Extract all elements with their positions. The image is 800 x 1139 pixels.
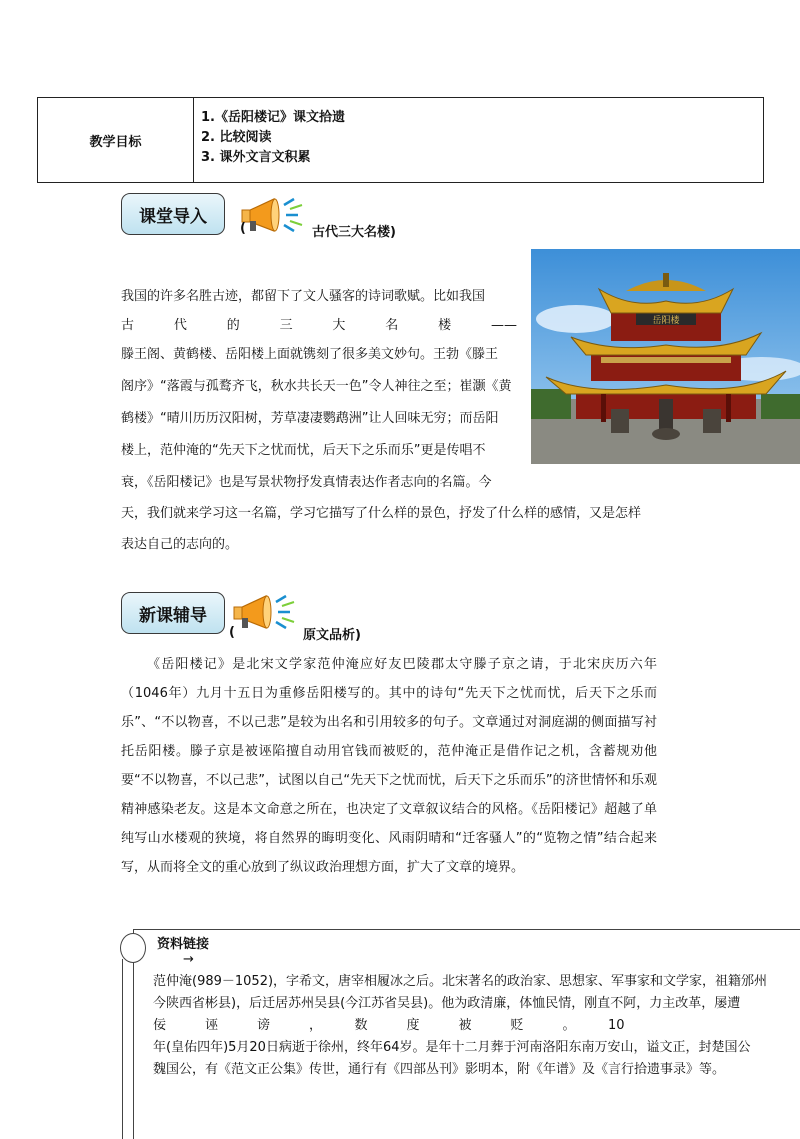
objective-item: 2. 比较阅读 xyxy=(201,130,272,145)
intro-line: 衰，《岳阳楼记》也是写景状物抒发真情表达作者志向的名篇。今 xyxy=(121,475,492,490)
objective-item: 1.《岳阳楼记》课文拾遗 xyxy=(201,110,345,125)
objective-item: 3. 课外文言文积累 xyxy=(201,150,311,165)
resource-line: 魏国公，有《范文正公集》传世，通行有《四部丛刊》影明本，附《年谱》及《言行拾遗事录》等。 xyxy=(153,1062,726,1077)
newlesson-paren-open: ( xyxy=(229,625,235,640)
newlesson-section-button: 新课辅导 xyxy=(121,592,225,634)
intro-subtitle: 古代三大名楼) xyxy=(312,225,396,240)
intro-section-button: 课堂导入 xyxy=(121,193,225,235)
newlesson-subtitle: 原文品析) xyxy=(303,628,361,643)
intro-line: 天，我们就来学习这一名篇，学习它描写了什么样的景色，抒发了什么样的感情，又是怎样 xyxy=(121,506,642,521)
intro-line: 鹤楼》“晴川历历汉阳树，芳草凄凄鹦鹉洲”让人回味无穷；而岳阳 xyxy=(121,411,499,426)
resource-line: 年(皇佑四年)5月20日病逝于徐州，终年64岁。是年十二月葬于河南洛阳东南万安山，谥文正，封楚国公 xyxy=(153,1040,751,1055)
megaphone-icon xyxy=(240,195,308,237)
tower-sign: 岳阳楼 xyxy=(652,316,680,326)
intro-line: 我国的许多名胜古迹，都留下了文人骚客的诗词歌赋。比如我国 xyxy=(121,289,486,304)
megaphone-icon xyxy=(232,592,300,634)
intro-line: 滕王阁、黄鹤楼、岳阳楼上面就镌刻了很多美文妙句。王勃《滕王 xyxy=(121,347,499,362)
objectives-label: 教学目标 xyxy=(38,98,194,182)
scroll-rail xyxy=(122,959,133,1139)
intro-line: 古代的三大名楼—— xyxy=(121,318,517,333)
intro-line: 阁序》“落霞与孤鹜齐飞，秋水共长天一色”令人神往之至；崔灏《黄 xyxy=(121,379,512,394)
resource-title: 资料链接 xyxy=(157,937,210,952)
intro-line: 楼上，范仲淹的“先天下之忧而忧，后天下之乐而乐”更是传唱不 xyxy=(121,443,486,458)
scroll-curl-icon xyxy=(120,933,146,963)
newlesson-paragraph: 《岳阳楼记》是北宋文学家范仲淹应好友巴陵郡太守滕子京之请，于北宋庆历六年（1046年）九月十五日为重修岳阳楼写的。其中的诗句“先天下之忧而忧，后天下之乐而乐”、“不以物喜，不以己悲”是较为出名和引用较多的句子。文章通过对洞庭湖的侧面描写衬托岳阳楼。滕子京是被诬陷擅自动用官钱而被贬的，范仲淹正是借作记之机，含蓄规劝他要“不以物喜，不以己悲”，试图以自己“先天下之忧而忧，后天下之乐而乐”的济世情怀和乐观精神感染老友。这是本文命意之所在，也决定了文章叙议结合的风格。《岳阳楼记》超越了单纯写山水楼观的狭境，将自然界的晦明变化、风雨阴晴和“迁客骚人”的“览物之情”结合起来写，从而将全文的重心放到了纵议政治理想方面，扩大了文章的境界。 xyxy=(121,657,657,875)
objectives-table xyxy=(37,97,764,183)
objectives-list xyxy=(201,108,345,168)
intro-line: 表达自己的志向的。 xyxy=(121,537,239,552)
arrow-right-icon: → xyxy=(183,952,194,967)
resource-text xyxy=(153,971,800,1081)
intro-paren-open: ( xyxy=(240,221,246,236)
resource-line: 范仲淹(989－1052)，字希文，唐宰相履冰之后。北宋著名的政治家、思想家、军事家和文学家，祖籍邠州 xyxy=(153,974,768,989)
resource-line: 佞 诬 谤 ， 数 度 被 贬 。 10 xyxy=(153,1018,625,1033)
yueyang-tower-photo xyxy=(531,249,800,464)
resource-line: 今陕西省彬县)，后迁居苏州吴县(今江苏省吴县)。他为政清廉，体恤民情，刚直不阿，力主改革，屡遭 xyxy=(153,996,741,1011)
